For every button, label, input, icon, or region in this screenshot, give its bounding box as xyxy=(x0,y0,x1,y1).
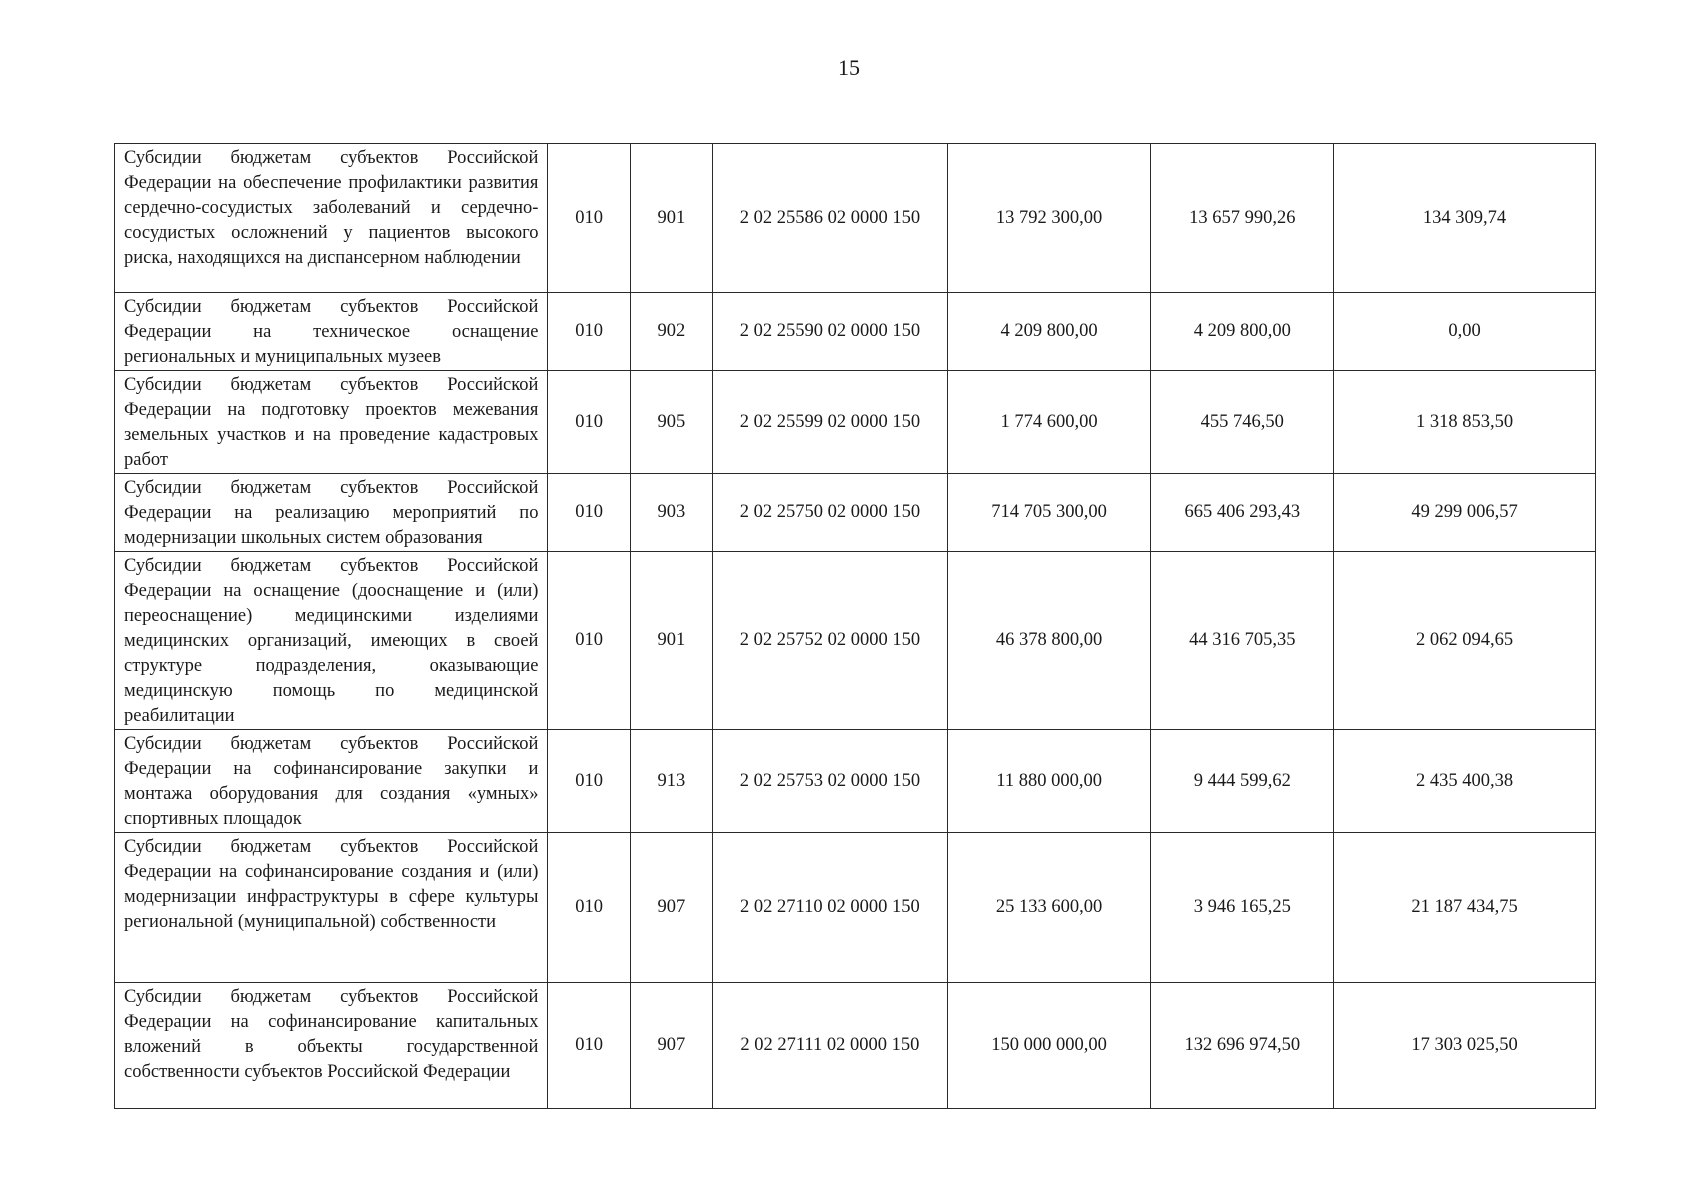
plan-amount-cell: 1 774 600,00 xyxy=(947,371,1151,474)
row-description: Субсидии бюджетам субъектов Российской Федерации на техническое оснащение региональных и муниципальных музеев xyxy=(115,293,548,371)
difference-amount-cell: 2 062 094,65 xyxy=(1334,552,1596,730)
table-row xyxy=(115,983,1596,1109)
row-description: Субсидии бюджетам субъектов Российской Федерации на оснащение (дооснащение и (или) переоснащение) медицинскими изделиями медицинских организаций, имеющих в своей структуре подразделения, оказывающие медицинскую помощь по медицинской реабилитации xyxy=(115,552,548,730)
table-row xyxy=(115,730,1596,833)
subsidies-table xyxy=(114,143,1596,1109)
grbs-code-cell: 907 xyxy=(630,833,712,983)
kbk-cell: 2 02 27111 02 0000 150 xyxy=(712,983,947,1109)
fact-amount-cell: 44 316 705,35 xyxy=(1151,552,1334,730)
grbs-code-cell: 903 xyxy=(630,474,712,552)
difference-amount-cell: 21 187 434,75 xyxy=(1334,833,1596,983)
difference-amount-cell: 1 318 853,50 xyxy=(1334,371,1596,474)
row-description: Субсидии бюджетам субъектов Российской Федерации на обеспечение профилактики развития сердечно-сосудистых заболеваний и сердечно-сосудистых осложнений у пациентов высокого риска, находящихся на диспансерном наблюдении xyxy=(115,144,548,293)
fact-amount-cell: 455 746,50 xyxy=(1151,371,1334,474)
row-description: Субсидии бюджетам субъектов Российской Федерации на реализацию мероприятий по модернизации школьных систем образования xyxy=(115,474,548,552)
fact-amount-cell: 9 444 599,62 xyxy=(1151,730,1334,833)
plan-amount-cell: 4 209 800,00 xyxy=(947,293,1151,371)
plan-amount-cell: 150 000 000,00 xyxy=(947,983,1151,1109)
grbs-code-cell: 902 xyxy=(630,293,712,371)
fact-amount-cell: 4 209 800,00 xyxy=(1151,293,1334,371)
fact-amount-cell: 13 657 990,26 xyxy=(1151,144,1334,293)
kbk-cell: 2 02 25750 02 0000 150 xyxy=(712,474,947,552)
difference-amount-cell: 17 303 025,50 xyxy=(1334,983,1596,1109)
table-row xyxy=(115,833,1596,983)
admin-code-cell: 010 xyxy=(548,983,630,1109)
row-description: Субсидии бюджетам субъектов Российской Федерации на софинансирование капитальных вложений в объекты государственной собственности субъектов Российской Федерации xyxy=(115,983,548,1109)
table-row xyxy=(115,144,1596,293)
plan-amount-cell: 714 705 300,00 xyxy=(947,474,1151,552)
table-row xyxy=(115,293,1596,371)
kbk-cell: 2 02 25752 02 0000 150 xyxy=(712,552,947,730)
fact-amount-cell: 132 696 974,50 xyxy=(1151,983,1334,1109)
grbs-code-cell: 907 xyxy=(630,983,712,1109)
difference-amount-cell: 134 309,74 xyxy=(1334,144,1596,293)
fact-amount-cell: 3 946 165,25 xyxy=(1151,833,1334,983)
kbk-cell: 2 02 25599 02 0000 150 xyxy=(712,371,947,474)
admin-code-cell: 010 xyxy=(548,293,630,371)
difference-amount-cell: 0,00 xyxy=(1334,293,1596,371)
row-description: Субсидии бюджетам субъектов Российской Федерации на софинансирование создания и (или) модернизации инфраструктуры в сфере культуры региональной (муниципальной) собственности xyxy=(115,833,548,983)
table-row xyxy=(115,552,1596,730)
kbk-cell: 2 02 25586 02 0000 150 xyxy=(712,144,947,293)
row-description: Субсидии бюджетам субъектов Российской Федерации на подготовку проектов межевания земельных участков и на проведение кадастровых работ xyxy=(115,371,548,474)
grbs-code-cell: 901 xyxy=(630,144,712,293)
admin-code-cell: 010 xyxy=(548,474,630,552)
kbk-cell: 2 02 25590 02 0000 150 xyxy=(712,293,947,371)
admin-code-cell: 010 xyxy=(548,730,630,833)
table-row xyxy=(115,371,1596,474)
grbs-code-cell: 913 xyxy=(630,730,712,833)
plan-amount-cell: 46 378 800,00 xyxy=(947,552,1151,730)
plan-amount-cell: 11 880 000,00 xyxy=(947,730,1151,833)
kbk-cell: 2 02 27110 02 0000 150 xyxy=(712,833,947,983)
grbs-code-cell: 905 xyxy=(630,371,712,474)
table-row xyxy=(115,474,1596,552)
kbk-cell: 2 02 25753 02 0000 150 xyxy=(712,730,947,833)
admin-code-cell: 010 xyxy=(548,833,630,983)
admin-code-cell: 010 xyxy=(548,144,630,293)
row-description: Субсидии бюджетам субъектов Российской Федерации на софинансирование закупки и монтажа оборудования для создания «умных» спортивных площадок xyxy=(115,730,548,833)
admin-code-cell: 010 xyxy=(548,552,630,730)
plan-amount-cell: 13 792 300,00 xyxy=(947,144,1151,293)
admin-code-cell: 010 xyxy=(548,371,630,474)
difference-amount-cell: 2 435 400,38 xyxy=(1334,730,1596,833)
plan-amount-cell: 25 133 600,00 xyxy=(947,833,1151,983)
page-number: 15 xyxy=(838,55,860,80)
grbs-code-cell: 901 xyxy=(630,552,712,730)
fact-amount-cell: 665 406 293,43 xyxy=(1151,474,1334,552)
difference-amount-cell: 49 299 006,57 xyxy=(1334,474,1596,552)
